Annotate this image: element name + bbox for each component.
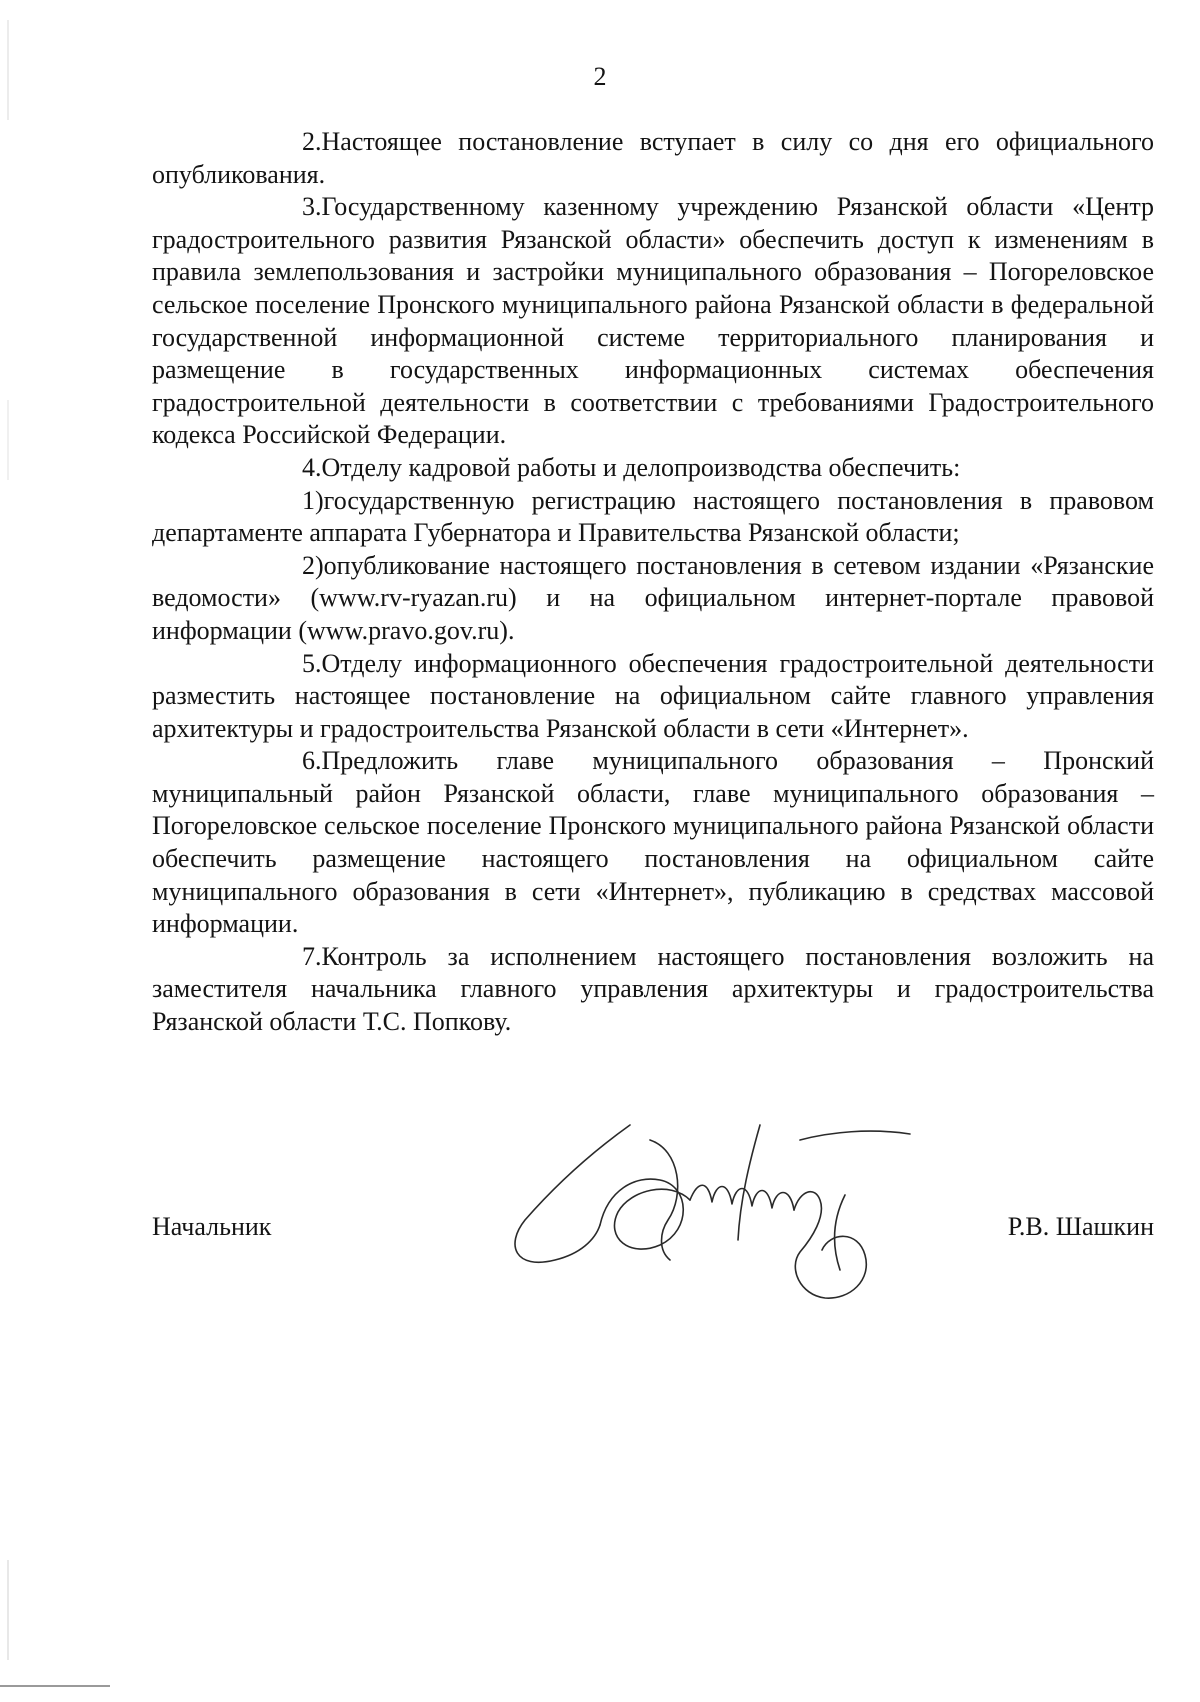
paragraph-text: опубликование настоящего постановления в сетевом издании «Рязанские ведомости» (www.rv-ryazan.ru) и на официальном интернет-портале правовой информации (www.pravo.gov.ru). xyxy=(152,550,1154,645)
document-body xyxy=(152,126,1154,1039)
paragraph-2 xyxy=(152,126,1154,191)
paragraph-text: Отделу кадровой работы и делопроизводства обеспечить: xyxy=(321,452,961,482)
subparagraph-1 xyxy=(152,485,1154,550)
paragraph-text: Отделу информационного обеспечения градостроительной деятельности разместить настоящее постановление на официальном сайте главного управления архитектуры и градостроительства Рязанской области в сети «Интернет». xyxy=(152,648,1154,743)
paragraph-7 xyxy=(152,941,1154,1039)
page-number: 2 xyxy=(593,62,607,91)
paragraph-text: Контроль за исполнением настоящего постановления возложить на заместителя начальника главного управления архитектуры и градостроительства Рязанской области Т.С. Попкову. xyxy=(152,941,1154,1037)
scan-bottom-edge xyxy=(0,1685,110,1687)
paragraph-number: 6. xyxy=(302,746,322,776)
paragraph-number: 2) xyxy=(302,550,324,580)
paragraph-6 xyxy=(152,745,1154,941)
paragraph-3 xyxy=(152,191,1154,452)
signer-name: Р.В. Шашкин xyxy=(1007,1212,1154,1241)
paragraph-number: 4. xyxy=(302,452,322,482)
paragraph-number: 1) xyxy=(302,485,324,515)
paragraph-number: 2. xyxy=(302,127,322,156)
handwritten-signature xyxy=(500,1120,960,1320)
paragraph-text: Предложить главе муниципального образования – Пронский муниципальный район Рязанской области, главе муниципального образования – Погореловское сельское поселение Пронского муниципального района Рязанской области обеспечить размещение настоящего постановления на официальном сайте муниципального образования в сети «Интернет», публикацию в средствах массовой информации. xyxy=(152,746,1154,939)
signer-position: Начальник xyxy=(152,1212,272,1241)
paragraph-number: 7. xyxy=(302,941,322,971)
paragraph-number: 3. xyxy=(302,192,322,222)
paragraph-text: Государственному казенному учреждению Рязанской области «Центр градостроительного развития Рязанской области» обеспечить доступ к изменениям в правила землепользования и застройки муниципального образования – Погореловское сельское поселение Пронского муниципального района Рязанской области в федеральной государственной информационной системе территориального планирования и размещение в государственных информационных системах обеспечения градостроительной деятельности в соответствии с требованиями Градостроительного кодекса Российской Федерации. xyxy=(152,192,1154,450)
subparagraph-2 xyxy=(152,550,1154,648)
paragraph-4 xyxy=(152,452,1154,485)
scan-edge-marks xyxy=(6,0,10,1697)
paragraph-text: государственную регистрацию настоящего постановления в правовом департаменте аппарата Губернатора и Правительства Рязанской области; xyxy=(152,485,1154,548)
paragraph-text: Настоящее постановление вступает в силу со дня его официального опубликования. xyxy=(152,127,1154,189)
paragraph-5 xyxy=(152,648,1154,746)
paragraph-number: 5. xyxy=(302,648,322,678)
